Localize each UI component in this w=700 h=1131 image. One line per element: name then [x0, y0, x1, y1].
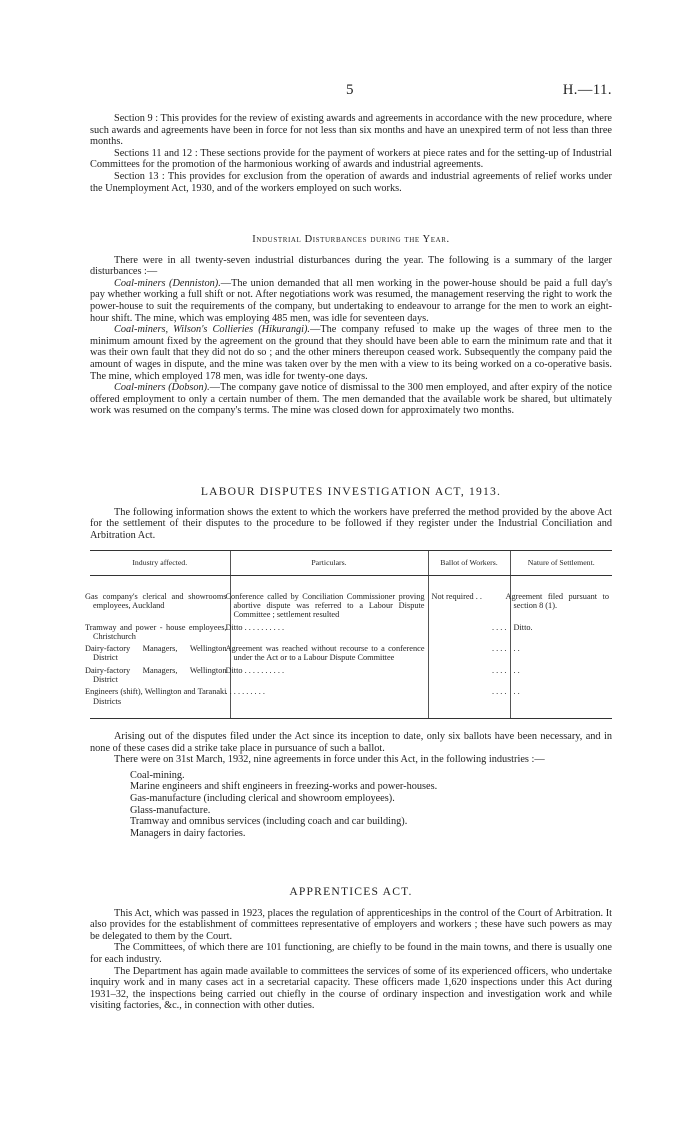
- disturbance-hikurangi: [90, 324, 612, 382]
- table-cell: Dairy-factory Managers, Wellington District: [85, 665, 227, 685]
- table-cell: Engineers (shift), Wellington and Taranaki Districts: [90, 687, 230, 718]
- table-row: [90, 644, 612, 666]
- labour-disputes-heading: LABOUR DISPUTES INVESTIGATION ACT, 1913.: [200, 485, 502, 498]
- labour-disputes-intro: The following information shows the extent to which the workers have preferred the method provided by the above Act for the settlement of their disputes to the procedure to be followed if they register under the Industrial Conciliation and Arbitration Act.: [90, 506, 612, 541]
- section-13-paragraph: Section 13 : This provides for exclusion from the operation of awards and industrial agreements of relief works under the Unemployment Act, 1930, and of the workers employed on such works.: [90, 170, 612, 194]
- disturbance-text: —The union demanded that all men working in the power-house should be paid a full day's pay whether working a full shift or not. After negotiations work was resumed, the management reserving the right to work the power-house to suit the requirements of the company, but undertaking to endeavour to arrange for the men to work an eight-hour shift. The mine, which was employing 485 men, was idle for seventeen days.: [90, 277, 612, 324]
- table-cell: Tramway and power - house employees, Christchurch: [85, 622, 227, 641]
- page-header: [90, 82, 612, 102]
- ballots-paragraph: Arising out of the disputes filed under the Act since its inception to date, only six ballots have been necessary, and in none of these cases did a strike take place in pursuance of such a ballot.: [90, 730, 612, 754]
- table-row: [90, 623, 612, 645]
- table-cell: Conference called by Conciliation Commissioner proving abortive dispute was referred to a Labour Dispute Committee ; settlement resulted: [230, 575, 428, 622]
- table-row: [90, 666, 612, 688]
- disturbance-text: —The company refused to make up the wages of three men to the minimum amount fixed by the agreement on the ground that they should have been able to earn the minimum rate and that it was their own fault that they did not do so ; and the other miners thereupon ceased work. Subsequently the company paid the amount of wages in dispute, and the mine was taken over by the men with a view to its being worked on a co-operative basis. The mine, which employed 178 men, was idle for twenty-one days.: [90, 324, 612, 382]
- table-cell: . . . .: [428, 687, 510, 718]
- table-row: [90, 575, 612, 622]
- column-header: Particulars.: [230, 551, 428, 575]
- table-cell: . . . .: [428, 644, 510, 666]
- table-cell: . . . . . . . . . .: [230, 687, 428, 718]
- page-number: 5: [346, 82, 354, 98]
- agreements-paragraph: There were on 31st March, 1932, nine agreements in force under this Act, in the following industries :—: [114, 754, 545, 766]
- column-header: Ballot of Workers.: [428, 551, 510, 575]
- apprentices-paragraph: The Department has again made available to committees the services of some of its experienced officers, who undertake inquiry work and in many cases act in a secretarial capacity. These officers made 1,620 inspections under this Act during 1931–32, the inspections being carried out chiefly in the course of ordinary inspection and investigation work and while visiting factories, &c., in connection with other duties.: [90, 965, 612, 1012]
- document-reference: H.—11.: [562, 82, 612, 98]
- disturbance-text: —The company gave notice of dismissal to the 300 men employed, and after expiry of the notice offered employment to only a certain number of them. The men demanded that the available work be shared, but ultimately work was resumed on the company's terms. The mine was closed down for approximately two months.: [90, 382, 612, 417]
- table-cell: Ditto . . . . . . . . . .: [230, 623, 428, 645]
- disturbance-dobson: [90, 382, 612, 417]
- table-row: [90, 687, 612, 718]
- disturbances-section: [90, 234, 612, 417]
- apprentices-heading: APPRENTICES ACT.: [289, 885, 413, 898]
- table-cell: Agreement filed pursuant to section 8 (1).: [510, 575, 612, 622]
- apprentices-paragraph: The Committees, of which there are 101 functioning, are chiefly to be found in the main towns, and there is usually one for each industry.: [90, 942, 612, 965]
- table-cell: Not required . .: [428, 575, 510, 622]
- column-header: Nature of Settlement.: [510, 551, 612, 575]
- list-item: Gas-manufacture (including clerical and showroom employees).: [130, 792, 395, 804]
- table-cell: Ditto.: [510, 623, 612, 645]
- disturbance-denniston: [90, 278, 612, 324]
- table-cell: . .: [510, 644, 612, 666]
- table-header-row: [90, 551, 612, 575]
- table-cell: Ditto . . . . . . . . . .: [230, 666, 428, 688]
- section-9-paragraph: Section 9 : This provides for the review of existing awards and agreements in accordance with the new procedure, where such awards and agreements have been in force for not less than six months and have an unexpired term of not less than three months.: [90, 113, 612, 148]
- act-sections: [90, 113, 612, 194]
- table-cell: Gas company's clerical and showrooms employees, Auckland: [85, 591, 227, 610]
- disputes-table: [85, 550, 612, 719]
- list-item: Managers in dairy factories.: [130, 827, 246, 839]
- table-cell: . .: [510, 687, 612, 718]
- column-header: Industry affected.: [90, 551, 230, 575]
- disturbance-label: Coal-miners (Dobson).: [114, 382, 210, 394]
- table-cell: . .: [510, 666, 612, 688]
- table-cell: Agreement was reached without recourse to a conference under the Act or to a Labour Dispute Committee: [230, 644, 428, 666]
- list-item: Coal-mining.: [130, 769, 185, 781]
- list-item: Tramway and omnibus services (including coach and car building).: [130, 816, 408, 828]
- sections-11-12-paragraph: Sections 11 and 12 : These sections provide for the payment of workers at piece rates and for the setting-up of Industrial Committees for the promotion of the harmonious working of awards and industrial agreements.: [90, 147, 612, 171]
- list-item: Marine engineers and shift engineers in freezing-works and power-houses.: [130, 781, 438, 793]
- labour-disputes-section: [85, 485, 612, 839]
- table-cell: . . . .: [428, 623, 510, 645]
- list-item: Glass-manufacture.: [130, 804, 211, 816]
- table-cell: Dairy-factory Managers, Wellington District: [85, 644, 227, 663]
- industries-list: [90, 770, 612, 840]
- disturbances-intro: There were in all twenty-seven industrial disturbances during the year. The following is a summary of the larger disturbances :—: [90, 254, 612, 278]
- disturbances-heading: Industrial Disturbances during the Year.: [252, 234, 450, 245]
- apprentices-section: [90, 886, 612, 1012]
- apprentices-paragraph: This Act, which was passed in 1923, places the regulation of apprenticeships in the control of the Court of Arbitration. It also provides for the establishment of committees representative of employers and workers ; these have such powers as may be delegated to them by the Court.: [90, 907, 612, 942]
- disturbance-label: Coal-miners (Denniston).: [114, 277, 221, 289]
- disturbance-label: Coal-miners, Wilson's Collieries (Hikurangi).: [114, 324, 310, 336]
- table-cell: . . . .: [428, 666, 510, 688]
